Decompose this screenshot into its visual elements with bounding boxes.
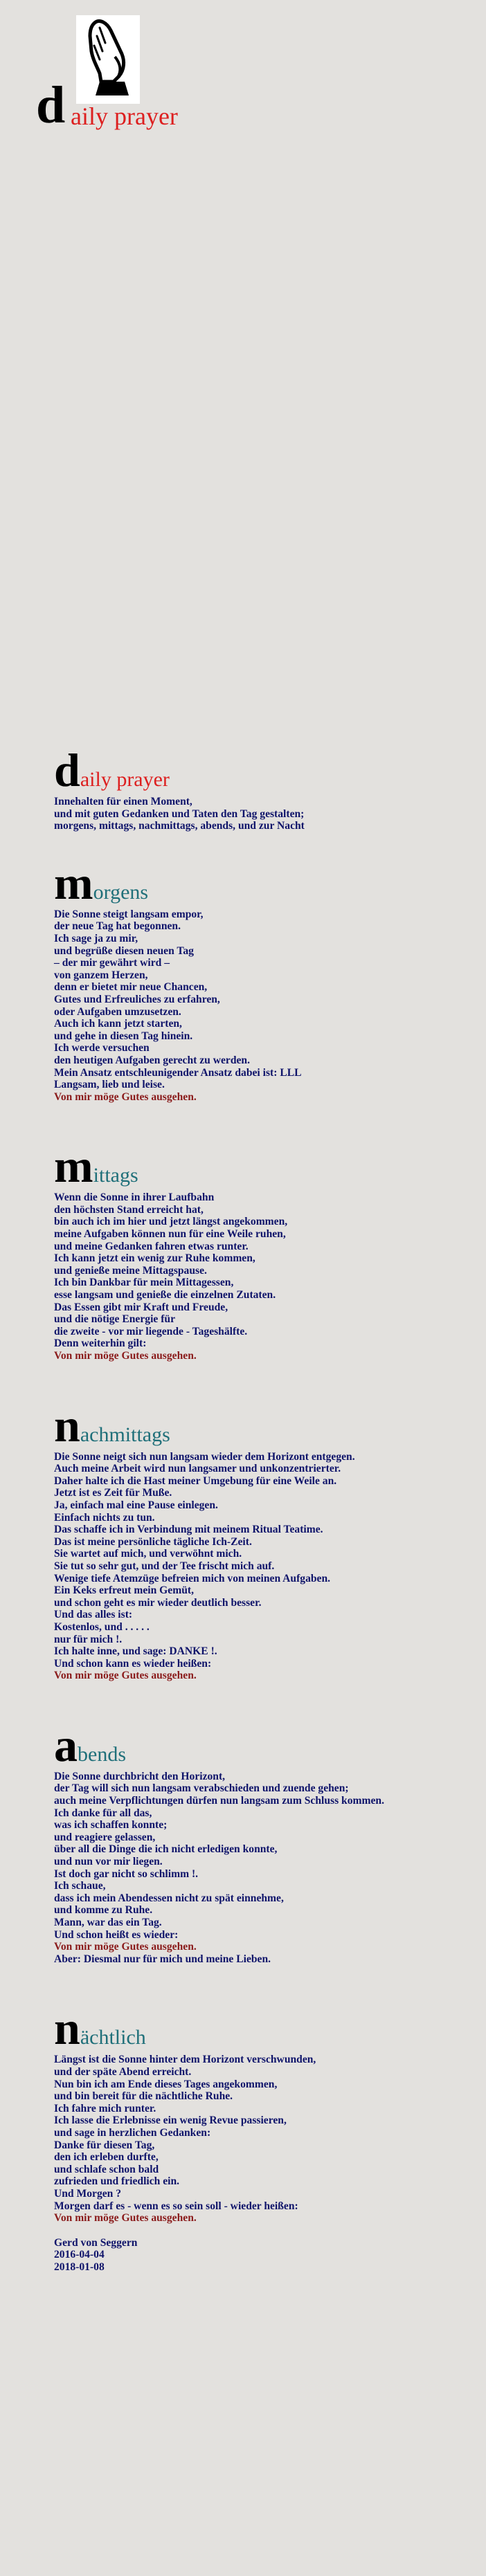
author: Gerd von Seggern [54,2236,138,2249]
closing-line: Von mir möge Gutes ausgehen. [54,1090,197,1103]
logo [36,15,195,133]
text-line: über all die Dinge die ich nicht erledigen konnte, [54,1843,278,1856]
section-heading [54,1398,476,1452]
text-line: den ich erleben durfte, [54,2151,159,2164]
section-big-letter: n [54,1398,80,1452]
text-line: von ganzem Herzen, [54,969,148,981]
intro-title: aily prayer [80,768,170,791]
text-line: Ich kann jetzt ein wenig zur Ruhe kommen, [54,1252,255,1265]
text-line: Die Sonne neigt sich nun langsam wieder dem Horizont entgegen. [54,1450,355,1463]
text-line: meine Aufgaben können nun für eine Weile ruhen, [54,1228,286,1241]
text-line: Denn weiterhin gilt: [54,1337,147,1350]
text-line: Mann, war das ein Tag. [54,1917,162,1928]
intro-line: und mit guten Gedanken und Taten den Tag gestalten; [54,807,305,820]
text-line: Längst ist die Sonne hinter dem Horizont verschwunden, [54,2054,316,2066]
text-line: Ich schaue, [54,1880,106,1892]
closing-line: Von mir möge Gutes ausgehen. [54,1350,197,1362]
text-line: Ein Keks erfreut mein Gemüt, [54,1584,194,1597]
intro-line: Innehalten für einen Moment, [54,796,192,807]
section-lines [54,1451,476,1682]
text-line: Ist doch gar nicht so schlimm !. [54,1867,199,1880]
text-line: und genieße meine Mittagspause. [54,1264,207,1277]
text-line: Ich werde versuchen [54,1042,150,1054]
text-line: denn er bietet mir neue Chancen, [54,981,208,994]
text-line: und begrüße diesen neuen Tag [54,944,194,957]
text-line: zufrieden und friedlich ein. [54,2175,180,2188]
text-line: Jetzt ist es Zeit für Muße. [54,1487,172,1499]
text-line: Danke für diesen Tag, [54,2139,155,2151]
text-line: dass ich mein Abendessen nicht zu spät einnehme, [54,1892,284,1904]
date-updated: 2018-01-08 [54,2260,105,2273]
section-heading [54,856,476,909]
logo-title: aily prayer [71,102,178,130]
text-line: Die Sonne steigt langsam empor, [54,908,204,920]
text-line: Morgen darf es - wenn es so sein soll - wieder heißen: [54,2200,298,2212]
text-line: bin auch ich im hier und jetzt längst angekommen, [54,1216,288,1228]
text-line: Das schaffe ich in Verbindung mit meinem Ritual Teatime. [54,1524,323,1536]
text-line: und der späte Abend erreicht. [54,2065,192,2078]
text-line: Wenn die Sonne in ihrer Laufbahn [54,1191,215,1204]
text-line: Ich sage ja zu mir, [54,932,138,944]
text-line: und die nötige Energie für [54,1313,176,1326]
section-title: orgens [93,880,149,904]
text-line: Auch ich kann jetzt starten, [54,1018,182,1030]
text-line: Sie tut so sehr gut, und der Tee frischt mich auf. [54,1560,275,1572]
text-line: esse langsam und genieße die einzelnen Zutaten. [54,1289,276,1301]
section-title: achmittags [80,1423,170,1446]
text-line: Und schon heißt es wieder: [54,1928,179,1941]
intro-line: morgens, mittags, nachmittags, abends, und zur Nacht [54,820,305,832]
text-line: und schlafe schon bald [54,2163,159,2175]
text-line: und sage in herzlichen Gedanken: [54,2126,211,2139]
closing-line: Von mir möge Gutes ausgehen. [54,2212,197,2225]
text-line: Einfach nichts zu tun. [54,1511,155,1524]
text-line: Wenige tiefe Atemzüge befreien mich von meinen Aufgaben. [54,1572,331,1584]
text-line: und gehe in diesen Tag hinein. [54,1030,193,1042]
section-big-letter: m [54,1140,93,1193]
section-mittags [54,1140,476,1362]
text-line: und komme zu Ruhe. [54,1904,153,1917]
section-lines [54,2054,476,2224]
text-line: die zweite - vor mir liegende - Tageshälfte. [54,1325,248,1337]
text-line: auch meine Verpflichtungen dürfen nun langsam zum Schluss kommen. [54,1795,384,1807]
text-line: Gutes und Erfreuliches zu erfahren, [54,993,220,1005]
section-naechtlich [54,2002,476,2225]
text-line: der Tag will sich nun langsam verabschieden und zuende gehen; [54,1782,349,1795]
intro-heading [54,744,476,796]
text-line: den höchsten Stand erreicht hat, [54,1203,204,1216]
text-line: und nun vor mir liegen. [54,1856,163,1868]
text-line: – der mir gewährt wird – [54,957,170,969]
text-line: Ich fahre mich runter. [54,2102,156,2114]
text-line: Ich lasse die Erlebnisse ein wenig Revue passieren, [54,2114,287,2127]
text-line: was ich schaffen konnte; [54,1819,168,1831]
text-line: oder Aufgaben umzusetzen. [54,1005,181,1018]
section-heading [54,1140,476,1193]
section-heading [54,1718,476,1771]
text-line: Ich bin Dankbar für mein Mittagessen, [54,1277,234,1289]
closing-line: Von mir möge Gutes ausgehen. [54,1941,197,1953]
prayer-content [54,744,476,2273]
closing-line: Von mir möge Gutes ausgehen. [54,1670,197,1682]
text-line: und reagiere gelassen, [54,1831,156,1843]
intro-lines [54,796,476,832]
text-line: und schon geht es mir wieder deutlich besser. [54,1596,262,1609]
section-title: bends [78,1742,126,1766]
text-line: Daher halte ich die Hast meiner Umgebung für eine Weile an. [54,1474,337,1487]
text-line: Kostenlos, und . . . . . [54,1620,150,1633]
section-title: ächtlich [80,2026,146,2049]
text-line: der neue Tag hat begonnen. [54,920,181,933]
text-line: Und Morgen ? [54,2187,122,2200]
text-line: und bin bereit für die nächtliche Ruhe. [54,2090,233,2103]
text-line: Und schon kann es wieder heißen: [54,1657,212,1670]
text-line: den heutigen Aufgaben gerecht zu werden. [54,1054,250,1066]
section-big-letter: m [54,856,93,909]
section-big-letter: a [54,1718,78,1771]
text-line: Das Essen gibt mir Kraft und Freude, [54,1301,228,1313]
text-line: Langsam, lieb und leise. [54,1079,165,1091]
section-big-letter: n [54,2002,80,2055]
intro-big-letter: d [54,744,80,796]
section-heading [54,2002,476,2055]
section-nachmittags [54,1398,476,1682]
text-line: Nun bin ich am Ende dieses Tages angekommen, [54,2078,278,2090]
text-line: Ich halte inne, und sage: DANKE !. [54,1645,217,1658]
text-line: Und das alles ist: [54,1609,133,1621]
text-line: Die Sonne durchbricht den Horizont, [54,1770,226,1782]
section-morgens [54,856,476,1104]
text-line: und meine Gedanken fahren etwas runter. [54,1240,249,1252]
section-title: ittags [93,1164,138,1187]
text-line: Sie wartet auf mich, und verwöhnt mich. [54,1548,242,1560]
text-line: Auch meine Arbeit wird nun langsamer und unkonzentrierter. [54,1463,341,1475]
section-lines [54,908,476,1104]
text-line: nur für mich !. [54,1633,123,1645]
section-lines [54,1771,476,1966]
section-lines [54,1191,476,1362]
praying-hands-icon [76,15,140,104]
footer [54,2237,476,2274]
date-created: 2016-04-04 [54,2249,105,2261]
text-line: Das ist meine persönliche tägliche Ich-Zeit. [54,1535,252,1548]
intro-section [54,744,476,832]
section-abends [54,1718,476,1966]
text-line: Mein Ansatz entschleunigender Ansatz dabei ist: LLL [54,1066,302,1079]
logo-big-letter: d [36,76,66,134]
text-line: Ja, einfach mal eine Pause einlegen. [54,1499,218,1511]
text-line: Aber: Diesmal nur für mich und meine Lieben. [54,1953,271,1965]
text-line: Ich danke für all das, [54,1807,152,1819]
